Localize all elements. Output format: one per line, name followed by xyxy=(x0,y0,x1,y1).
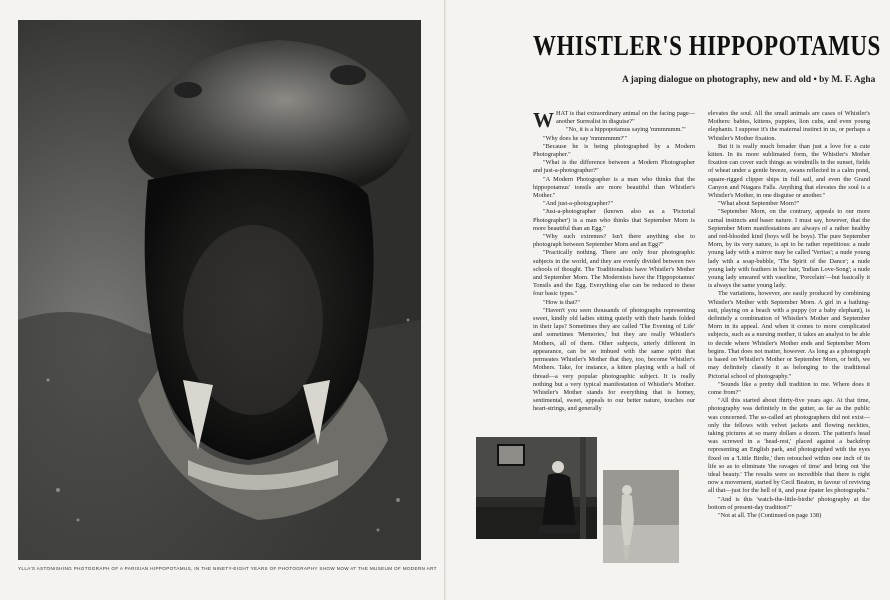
paragraph: "Sounds like a pretty dull tradition to me. Where does it come from?" xyxy=(708,380,870,396)
paragraph: "Why does he say 'mmmmmm?'" xyxy=(543,134,628,142)
paragraph: "And is this 'watch-the-little-birdie' photography at the bottom of present-day tradition?" xyxy=(708,495,870,511)
paragraph: "No, it is a hippopotamus saying 'mmmmmm.'" xyxy=(566,126,686,134)
paragraph: "Just-a-photographer (known also as a 'Pictorial Photographer') is a man who thinks that September Morn is more beautiful than an Egg." xyxy=(533,208,695,232)
paragraph: But it is really much broader than just a love for a cute kitten. In its more sublimated form, the Whistler's Mother fixation can cover such things as windmills in the sunset, fields of wheat under a gentle breeze, swans reflected in a calm pond, square-rigged clipper ships in full sail, and even the Grand Canyon and Niagara Falls. Anything that elevates the soul is a Whistler's Mother, in one disguise or another." xyxy=(708,142,870,200)
paragraph: "And just-a-photographer?" xyxy=(543,200,614,208)
whistlers-mother-photo xyxy=(476,437,597,539)
september-morn-photo xyxy=(603,470,679,563)
paragraph: WHAT is that extraordinary animal on the facing page—another Surrealist in disguise?" xyxy=(533,108,695,132)
paragraph: "How is that?" xyxy=(543,298,580,306)
paragraph: "Because he is being photographed by a Modern Photographer." xyxy=(533,142,695,159)
paragraph: "What is the difference between a Modern Photographer and just-a-photographer?" xyxy=(533,159,695,175)
photo-caption: YLLA'S ASTONISHING PHOTOGRAPH OF A PARISIAN HIPPOPOTAMUS, IN THE NINETY-EIGHT YEARS OF PHOTOGRAPHY SHOW NOW AT THE MUSEUM OF MODERN ART xyxy=(18,566,437,571)
article-title: WHISTLER'S HIPPOPOTAMUS xyxy=(533,30,881,62)
paragraph: "Not at all. The (Continued on page 138) xyxy=(718,511,822,519)
paragraph: "All this started about thirty-five years ago. At that time, photography was definitely in the gutter, as far as the public was concerned. The so-called art photographers did not exist—only the fellows with velvet jackets and flowing neckties, taking pictures at so many dollars a dozen. The patient's head was screwed in a 'head-rest,' placed against a backdrop representing an English park, and photographed with the eyes fixed on a 'Little Birdie,' then retouched within one inch of its life so as to eliminate 'the ravages of time' and bring out 'the ideal beauty.' The results were so incredible that there is right now a movement, started by Cecil Beaton, in favour of reviving all that—just for the hell of it, and pour épater les photographs." xyxy=(708,397,870,495)
paragraph: "Why such extremes? Isn't there anything else to photograph between September Morn and an Egg?" xyxy=(533,233,695,249)
page-gutter xyxy=(444,0,446,600)
hippopotamus-photograph xyxy=(18,20,421,560)
paragraph: elevates the soul. All the small animals are cases of Whistler's Mothers: babies, kittens, puppies, lion cubs, and even young elephants. I suppose it's the maternal instinct in us, or perhaps a Whistler's Mother fixation. xyxy=(708,110,870,142)
paragraph: "Haven't you seen thousands of photographs representing sweet, kindly old ladies sitting quietly with their hands folded in their laps? Sometimes they are called 'The Evening of Life' and sometimes 'Memories,' but they are really Whistler's Mothers, all of them. Other subjects, utterly different in appearance, can be so imbued with the same spirit that permeates Whistler's Mother that they, too, become Whistler's Mothers. Take, for instance, a kitten playing with a ball of thread—a very popular photographic subject. It is really nothing but a very typical manifestation of Whistler's Mother. Whistler's Mother stands for everything that is homey, sentimental, sweet, appeals to our better nature, touches our heart-strings, and generally xyxy=(533,306,695,413)
hippo-illustration xyxy=(18,20,421,560)
paragraph: The variations, however, are easily produced by combining Whistler's Mother with September Morn. A girl in a bathing-suit, playing on a beach with a puppy (or a baby elephant), is definitely a combination of Whistler's Mother and September Morn in its appeal. And when it comes to more complicated subjects, such as a nursing mother, it takes an analyst to be able to decide where Whistler's Mother ends and September Morn begins. That does not matter, however. As long as a photograph is based on Whistler's Mother or September Morn, or both, we may definitely classify it as belonging to the traditional Pictorial school of photography." xyxy=(708,290,870,380)
paragraph: "Practically nothing. There are only four photographic subjects in the world, and they are evenly divided between two schools of thought. The Traditionalists have Whistler's Mother and September Morn. The Modernists have the Hippopotamus' Tonsils and the Egg. Everything else can be reduced to these four basic types." xyxy=(533,249,695,298)
drop-cap: W xyxy=(533,108,554,132)
article-column-2 xyxy=(708,110,870,590)
paragraph: "What about September Morn?" xyxy=(718,200,800,208)
article-column-1 xyxy=(533,110,695,420)
paragraph: "September Morn, on the contrary, appeals to our more carnal instincts and baser nature. I must say, however, that the September Morn manifestations are always of a rather healthy and red-blooded kind (boys will be boys). The pure September Morn, by its very nature, is apt to be rather repetitious: a nude young lady with a mirror may be called 'Veritas'; a nude young lady with a soap-bubble, 'The Spirit of the Dance'; a nude young lady with feathers in her hair, 'Indian Love-Song'; a nude young lady smeared with vaseline, 'Porcelain'—but basically it is always the same young lady. xyxy=(708,208,870,290)
paragraph: "A Modern Photographer is a man who thinks that the hippopotamus' tonsils are more beautiful than Whistler's Mother." xyxy=(533,175,695,200)
article-subtitle: A japing dialogue on photography, new and old • by M. F. Agha xyxy=(622,75,876,85)
